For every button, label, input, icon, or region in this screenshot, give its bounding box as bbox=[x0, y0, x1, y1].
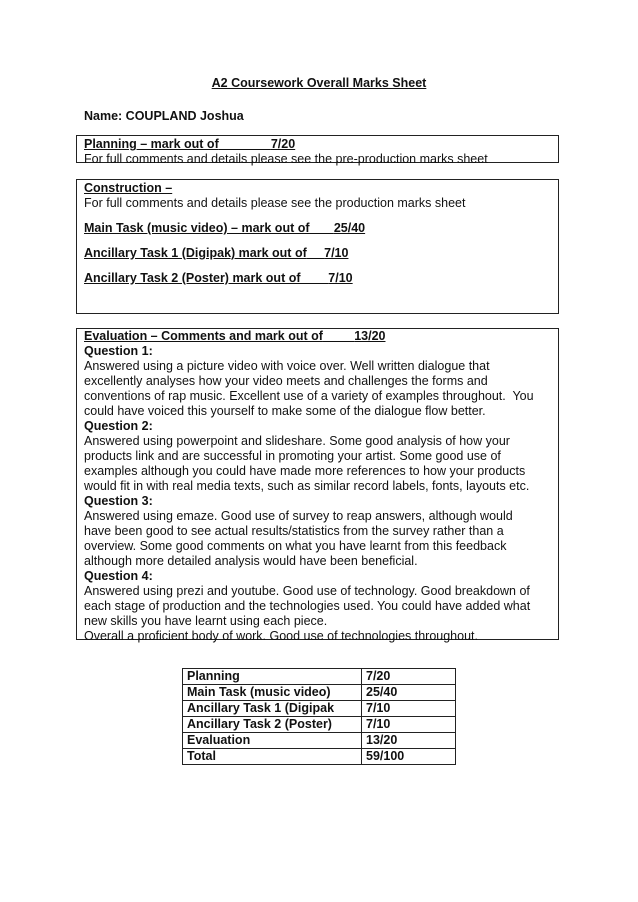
table-row bbox=[183, 717, 456, 733]
summary-table bbox=[182, 668, 456, 765]
question-1-line: Answered using a picture video with voice over. Well written dialogue that bbox=[84, 359, 490, 373]
summary-label: Ancillary Task 2 (Poster) bbox=[183, 717, 362, 733]
construction-heading: Construction – bbox=[84, 181, 173, 195]
table-row bbox=[183, 685, 456, 701]
student-name: Name: COUPLAND Joshua bbox=[84, 109, 244, 123]
planning-heading: Planning – mark out of bbox=[84, 137, 219, 151]
question-4-label: Question 4: bbox=[84, 569, 153, 583]
summary-mark: 7/10 bbox=[362, 717, 456, 733]
table-row bbox=[183, 669, 456, 685]
evaluation-mark: 13/20 bbox=[354, 329, 386, 343]
question-3-line: Answered using emaze. Good use of survey to reap answers, although would bbox=[84, 509, 513, 523]
question-2-line: products link and are successful in promoting your artist. Some good use of bbox=[84, 449, 501, 463]
summary-label: Planning bbox=[183, 669, 362, 685]
question-2-label: Question 2: bbox=[84, 419, 153, 433]
question-3-line: although more detailed analysis would have been beneficial. bbox=[84, 554, 418, 568]
question-1-line: could have voiced this yourself to make some of the dialogue flow better. bbox=[84, 404, 486, 418]
main-task-label: Main Task (music video) – mark out of bbox=[84, 221, 310, 235]
question-1-label: Question 1: bbox=[84, 344, 153, 358]
summary-label: Evaluation bbox=[183, 733, 362, 749]
evaluation-heading-row bbox=[84, 329, 552, 344]
question-2-line: Answered using powerpoint and slideshare. Some good analysis of how your bbox=[84, 434, 510, 448]
summary-mark: 7/10 bbox=[362, 701, 456, 717]
planning-heading-row bbox=[84, 137, 552, 152]
summary-label: Main Task (music video) bbox=[183, 685, 362, 701]
question-1-line: conventions of rap music. Excellent use of a variety of examples throughout. You bbox=[84, 389, 534, 403]
summary-mark: 13/20 bbox=[362, 733, 456, 749]
table-row bbox=[183, 701, 456, 717]
table-row bbox=[183, 733, 456, 749]
summary-label: Ancillary Task 1 (Digipak bbox=[183, 701, 362, 717]
main-task-mark: 25/40 bbox=[333, 221, 366, 235]
planning-text: For full comments and details please see the pre-production marks sheet bbox=[84, 152, 488, 166]
planning-box bbox=[76, 135, 559, 166]
table-row bbox=[183, 749, 456, 765]
question-4-line: each stage of production and the technologies used. You could have added what bbox=[84, 599, 531, 613]
question-2-line: would fit in with real media texts, such as similar record labels, fonts, layouts etc. bbox=[84, 479, 530, 493]
question-4-line: Answered using prezi and youtube. Good use of technology. Good breakdown of bbox=[84, 584, 530, 598]
page-title: A2 Coursework Overall Marks Sheet bbox=[211, 76, 427, 90]
summary-mark: 7/20 bbox=[362, 669, 456, 685]
ancillary1-row bbox=[84, 246, 552, 261]
question-4-line: Overall a proficient body of work. Good use of technologies throughout. bbox=[84, 629, 478, 643]
summary-mark: 25/40 bbox=[362, 685, 456, 701]
question-4-line: new skills you have learnt using each piece. bbox=[84, 614, 328, 628]
construction-box bbox=[76, 179, 559, 314]
planning-mark: 7/20 bbox=[270, 137, 296, 151]
summary-label: Total bbox=[183, 749, 362, 765]
question-3-label: Question 3: bbox=[84, 494, 153, 508]
ancillary2-label: Ancillary Task 2 (Poster) mark out of bbox=[84, 271, 301, 285]
ancillary1-label: Ancillary Task 1 (Digipak) mark out of bbox=[84, 246, 307, 260]
ancillary2-row bbox=[84, 271, 552, 286]
construction-text: For full comments and details please see the production marks sheet bbox=[84, 196, 466, 210]
planning-spacer bbox=[219, 137, 271, 151]
question-2-line: examples although you could have made more references to how your products bbox=[84, 464, 526, 478]
ancillary1-mark: 7/10 bbox=[324, 246, 349, 260]
main-task-row bbox=[84, 221, 552, 236]
question-1-line: excellently analyses how your video meets and challenges the forms and bbox=[84, 374, 488, 388]
question-3-line: overview. Some good comments on what you have learnt from this feedback bbox=[84, 539, 507, 553]
ancillary2-mark: 7/10 bbox=[328, 271, 353, 285]
summary-mark: 59/100 bbox=[362, 749, 456, 765]
evaluation-box bbox=[76, 328, 559, 643]
evaluation-heading: Evaluation – Comments and mark out of bbox=[84, 329, 323, 343]
question-3-line: have been good to see actual results/statistics from the survey rather than a bbox=[84, 524, 504, 538]
